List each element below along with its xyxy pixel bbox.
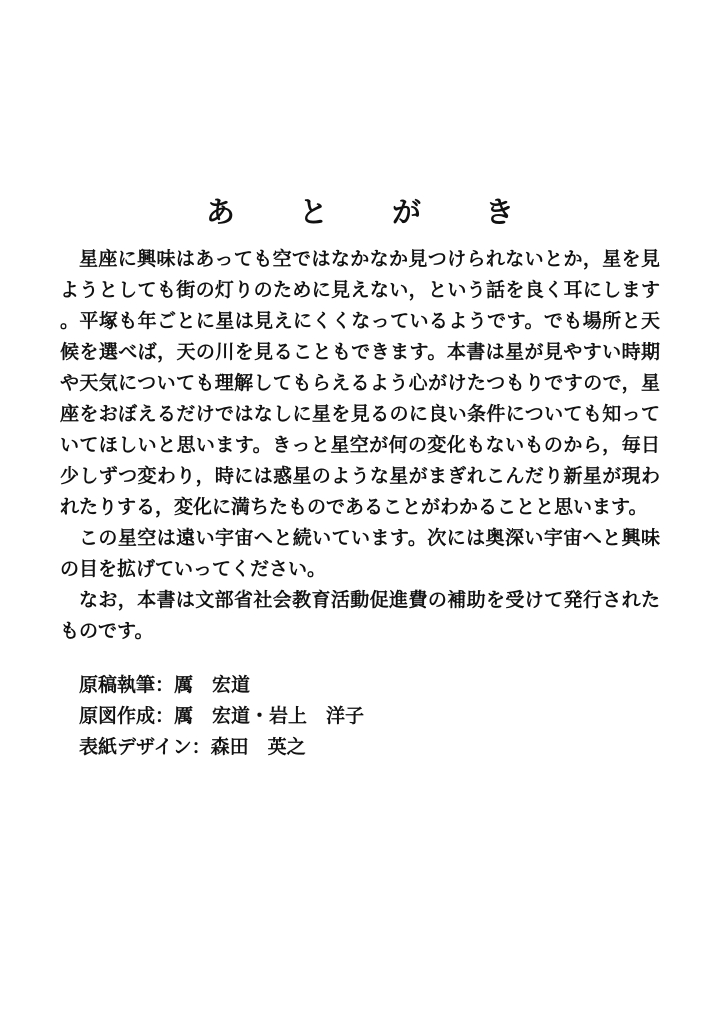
paragraph-intro: 星座に興味はあっても空ではなかなか見つけられないとか，星を見ようとしても街の灯りのために見えない，という話を良く耳にします。平塚も年ごとに星は見えにくくなっているようです。でも場所と天候を選べば，天の川を見ることもできます。本書は星が見やすい時期や天気についても理解してもらえるよう心がけたつもりですので，星座をおぼえるだけではなしに星を見るのに良い条件についても知っていてほしいと思います。きっと星空が何の変化もないものから，毎日少しずつ変わり，時には惑星のような星がまぎれこんだり新星が現われたりする，変化に満ちたものであることがわかることと思います。 (60, 248, 660, 518)
paragraph-universe: この星空は遠い宇宙へと続いています。次には奥深い宇宙へと興味の目を拡げていってください。 (60, 527, 660, 580)
credit-author: 原稿執筆：厲 宏道 (79, 674, 251, 696)
page-title: あ と が き (205, 195, 542, 229)
credit-cover-design: 表紙デザイン：森田 英之 (79, 736, 306, 758)
credits-block (79, 670, 364, 763)
paragraph-funding: なお，本書は文部省社会教育活動促進費の補助を受けて発行されたものです。 (60, 589, 660, 642)
afterword-body (60, 244, 660, 647)
credit-illustration: 原図作成：厲 宏道・岩上 洋子 (79, 705, 365, 727)
